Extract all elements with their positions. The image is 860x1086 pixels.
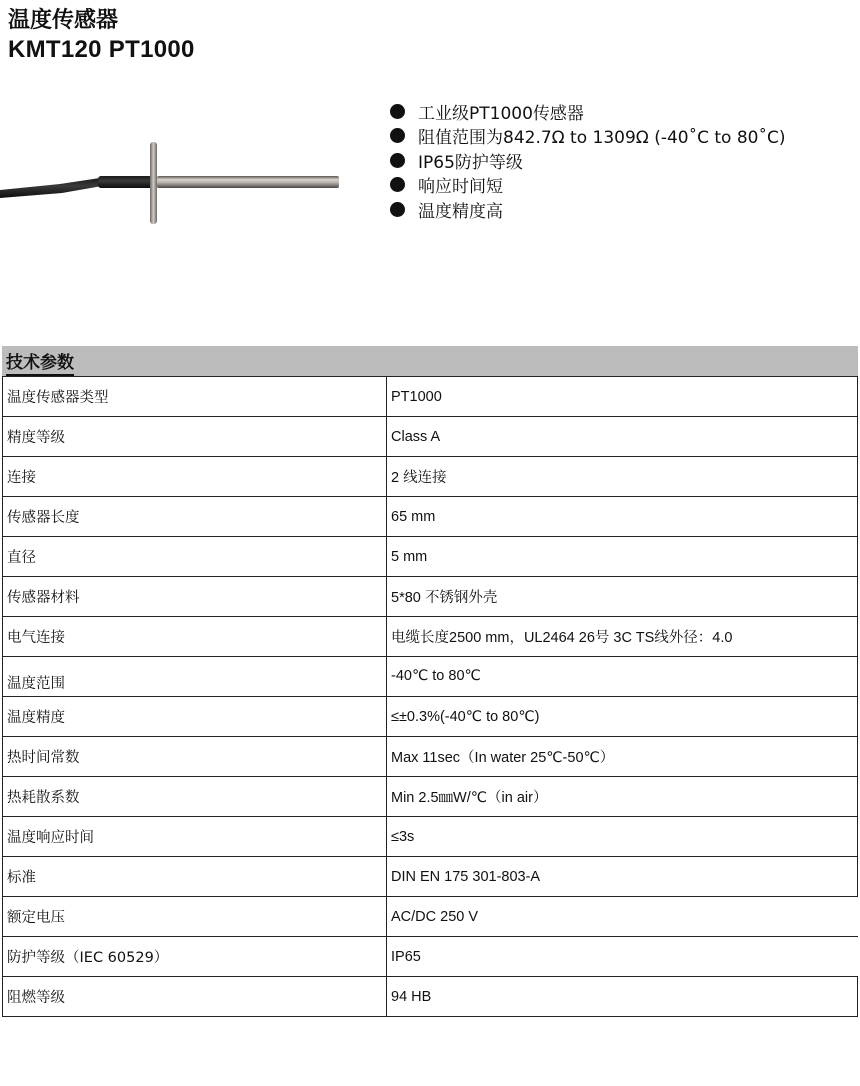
table-row	[3, 697, 858, 737]
feature-item: 响应时间短	[390, 173, 785, 198]
bullet-icon	[390, 128, 405, 143]
table-row	[3, 977, 858, 1017]
spec-label: 传感器材料	[3, 577, 387, 617]
steel-shell	[157, 176, 339, 188]
table-row	[3, 817, 858, 857]
spec-label: 温度响应时间	[3, 817, 387, 857]
spec-value: 5*80 不锈钢外壳	[387, 577, 858, 617]
table-row	[3, 457, 858, 497]
specs-table	[2, 376, 858, 1017]
table-row	[3, 377, 858, 417]
sensor-image	[0, 138, 350, 230]
bullet-icon	[390, 104, 405, 119]
spec-label: 热耗散系数	[3, 777, 387, 817]
spec-label: 温度精度	[3, 697, 387, 737]
specs-section-title: 技术参数	[6, 352, 74, 376]
spec-label: 电气连接	[3, 617, 387, 657]
page-title: 温度传感器	[8, 8, 119, 33]
spec-value: Max 11sec（In water 25℃-50℃）	[387, 737, 858, 777]
spec-label: 直径	[3, 537, 387, 577]
feature-list	[390, 99, 785, 222]
table-row	[3, 617, 858, 657]
bullet-icon	[390, 177, 405, 192]
spec-value: 5 mm	[387, 537, 858, 577]
spec-value: PT1000	[387, 377, 858, 417]
table-row	[3, 857, 858, 897]
spec-label: 温度范围	[3, 657, 387, 697]
spec-value: Min 2.5㎜W/℃（in air）	[387, 777, 858, 817]
feature-item: 工业级PT1000传感器	[390, 99, 785, 124]
feature-item: 温度精度高	[390, 197, 785, 222]
spec-value: 2 线连接	[387, 457, 858, 497]
table-row	[3, 897, 858, 937]
spec-label: 额定电压	[3, 897, 387, 937]
spec-label: 温度传感器类型	[3, 377, 387, 417]
table-row	[3, 537, 858, 577]
specs-section-header	[2, 346, 858, 376]
table-row	[3, 777, 858, 817]
spec-label: 连接	[3, 457, 387, 497]
spec-label: 防护等级（IEC 60529）	[3, 937, 387, 977]
spec-value: AC/DC 250 V	[387, 897, 858, 937]
mounting-flange	[150, 142, 157, 224]
spec-value: 94 HB	[387, 977, 858, 1017]
cable	[0, 178, 102, 198]
table-row	[3, 577, 858, 617]
cable-sleeve	[98, 176, 153, 188]
bullet-icon	[390, 202, 405, 217]
spec-value: 65 mm	[387, 497, 858, 537]
table-row	[3, 417, 858, 457]
spec-value: DIN EN 175 301-803-A	[387, 857, 858, 897]
spec-value: Class A	[387, 417, 858, 457]
bullet-icon	[390, 153, 405, 168]
table-row	[3, 737, 858, 777]
table-row	[3, 497, 858, 537]
spec-label: 精度等级	[3, 417, 387, 457]
spec-label: 热时间常数	[3, 737, 387, 777]
feature-item: 阻值范围为842.7Ω to 1309Ω (-40˚C to 80˚C)	[390, 124, 785, 149]
spec-value: 电缆长度2500 mm，UL2464 26号 3C TS线外径：4.0	[387, 617, 858, 657]
spec-label: 标准	[3, 857, 387, 897]
spec-value: IP65	[387, 937, 858, 977]
model-name: KMT120 PT1000	[8, 36, 195, 63]
feature-item: IP65防护等级	[390, 148, 785, 173]
title-block	[8, 6, 195, 65]
table-row	[3, 937, 858, 977]
table-row	[3, 657, 858, 697]
spec-value: ≤±0.3%(-40℃ to 80℃)	[387, 697, 858, 737]
spec-label: 传感器长度	[3, 497, 387, 537]
spec-label: 阻燃等级	[3, 977, 387, 1017]
spec-value: -40℃ to 80℃	[387, 657, 858, 697]
spec-value: ≤3s	[387, 817, 858, 857]
